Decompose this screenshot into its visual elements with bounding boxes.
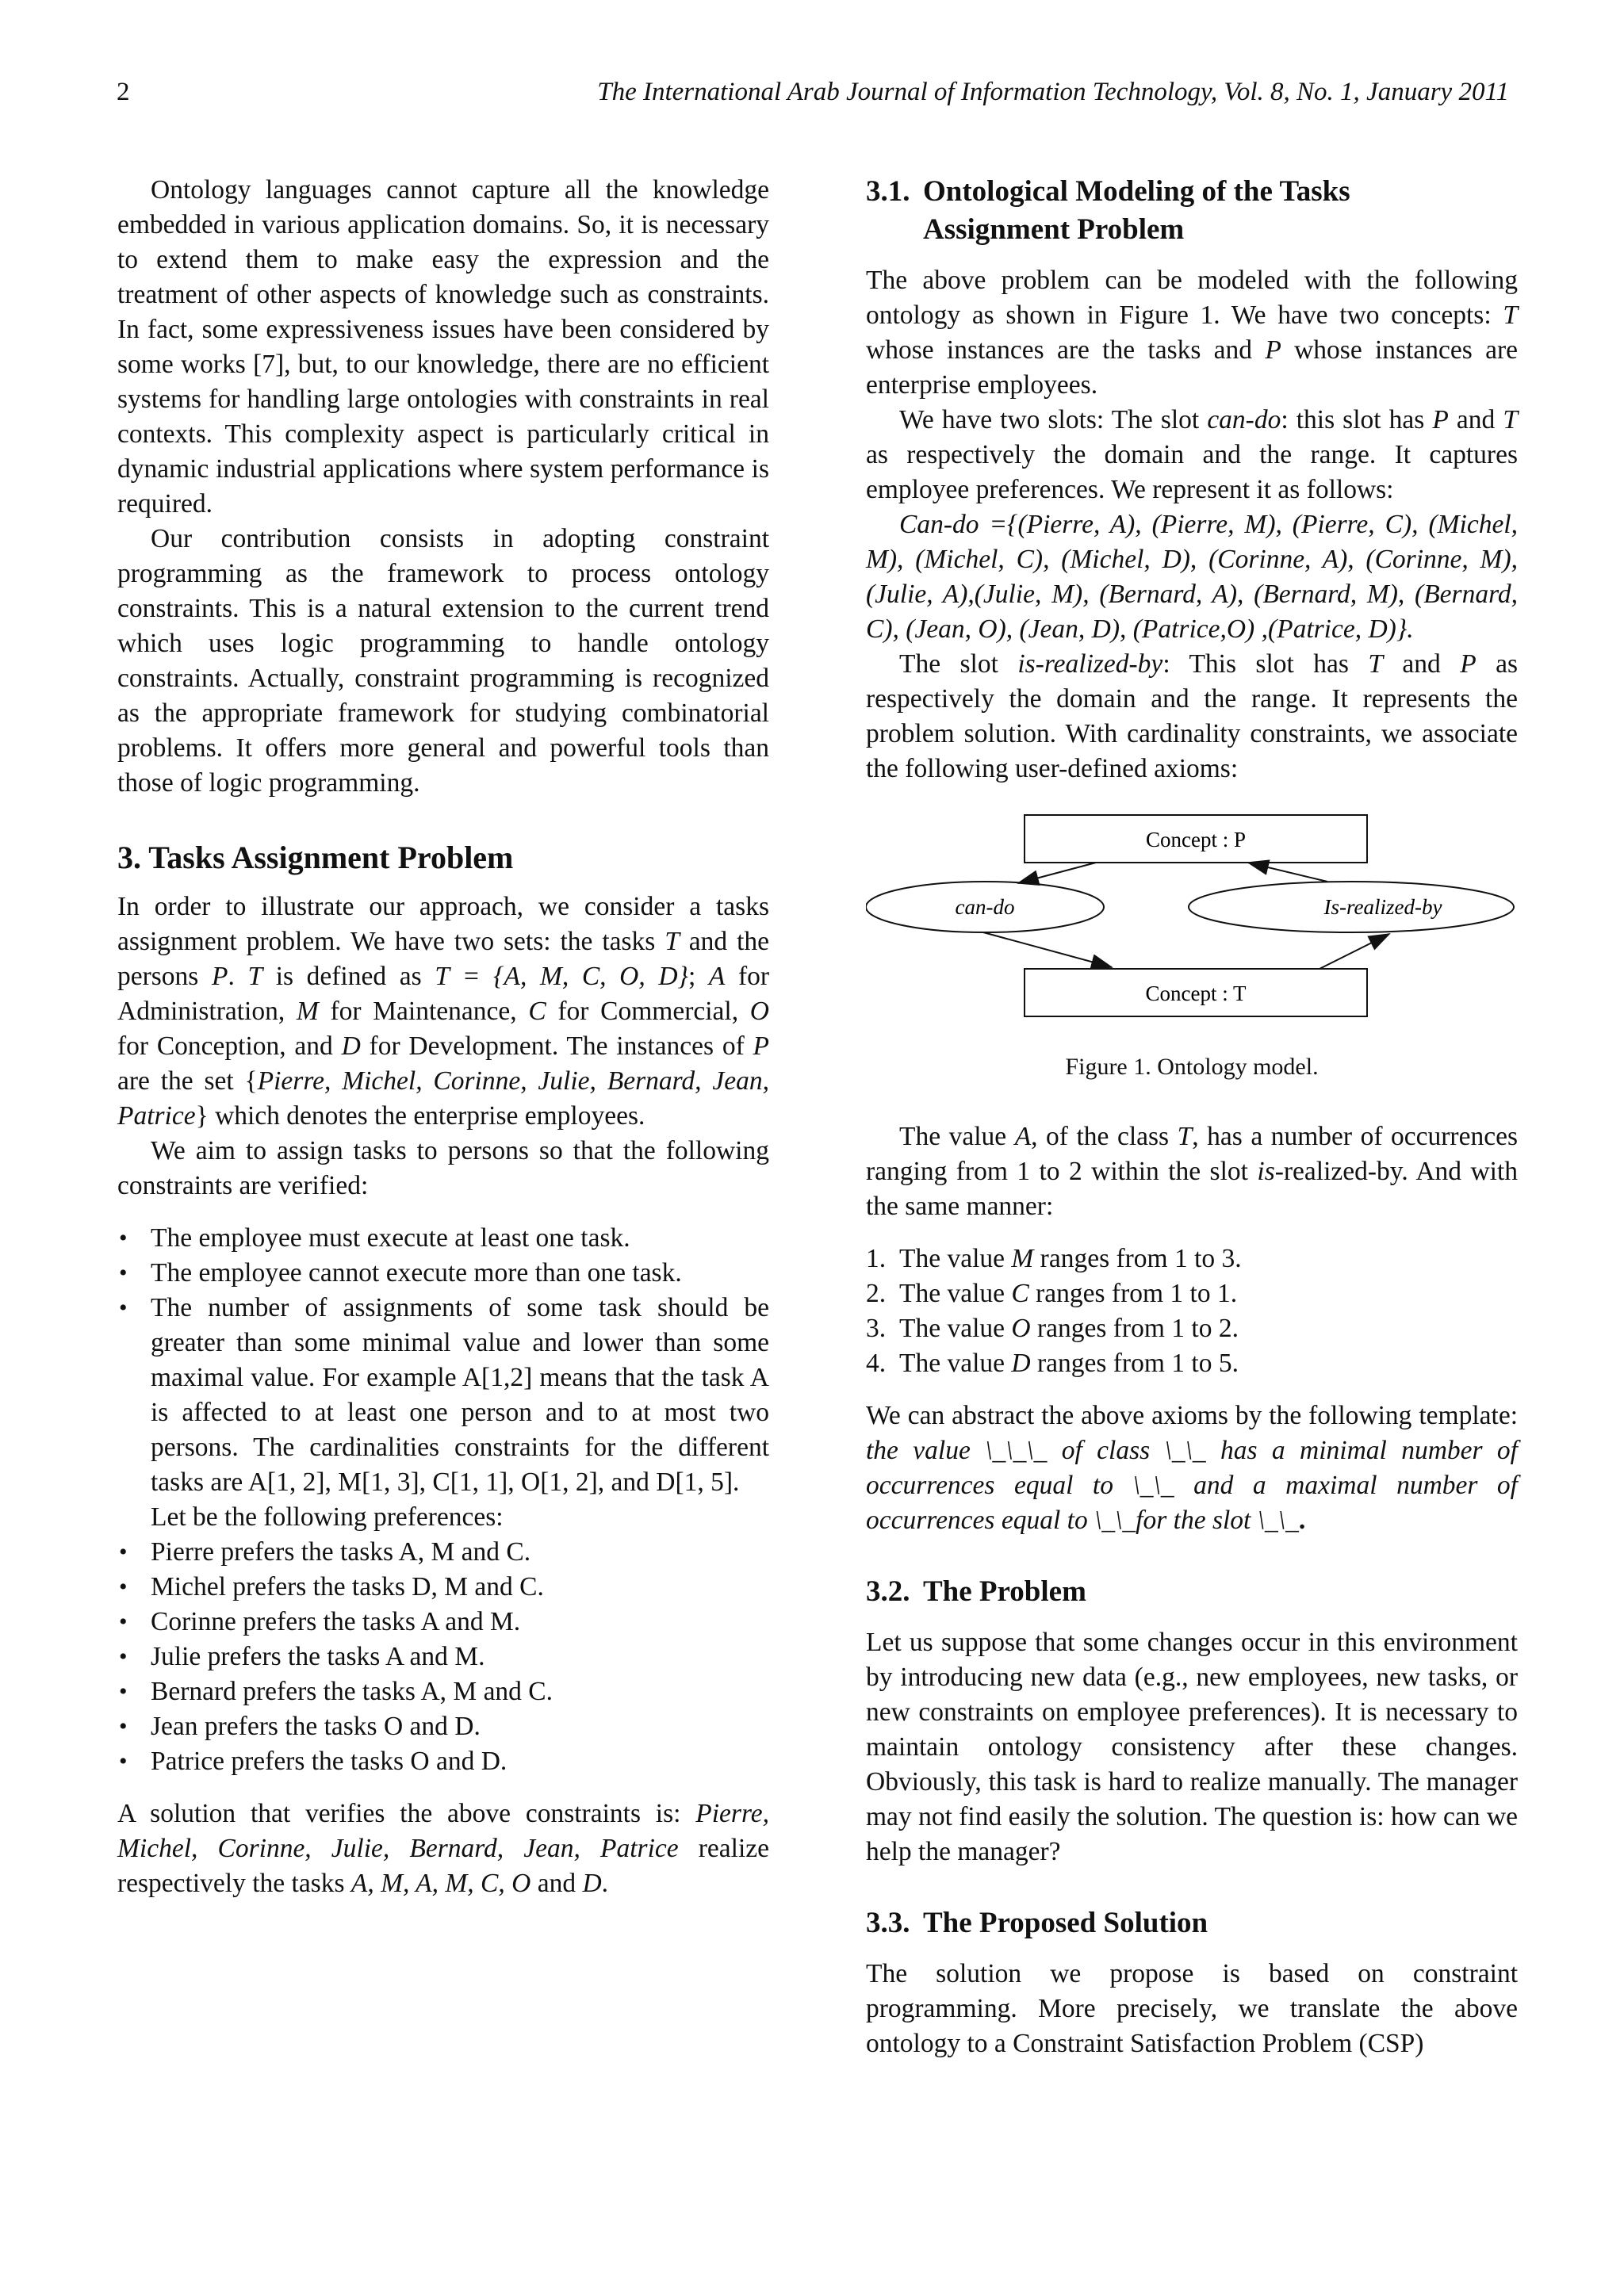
list-item: • Bernard prefers the tasks A, M and C.: [117, 1674, 769, 1709]
page-number: 2: [117, 78, 130, 106]
ranges-list: [866, 1242, 1518, 1381]
list-item: 2. The value C ranges from 1 to 1.: [866, 1279, 1238, 1308]
constraints-list: [117, 1221, 769, 1779]
section-3-3-heading: 3.3. The Proposed Solution: [866, 1907, 1208, 1939]
figure-caption: Figure 1. Ontology model.: [1065, 1054, 1319, 1080]
is-realized-by-label: Is-realized-by: [1323, 895, 1442, 919]
list-item: 3. The value O ranges from 1 to 2.: [866, 1314, 1239, 1343]
paragraph-problem: Let us suppose that some changes occur in this environment by introducing new data (e.g., new employees, new tasks, or new constraints on employee preferences). It is necessary to maintain ontology consistency after these changes. Obviously, this task is hard to realize manually. The manager may not find easily the solution. The question is: how can we help the manager?: [866, 1628, 1518, 1866]
preferences-intro: Let be the following preferences:: [151, 1502, 504, 1532]
paragraph-template: We can abstract the above axioms by the following template: the value \_\_\_ of class \_\_ has a minimal number of occurrences equal to \_\_ and a maximal number of occurrences equal to \_\_for the slot \_\_.: [866, 1401, 1518, 1535]
list-item: • The employee cannot execute more than one task.: [117, 1256, 769, 1291]
concept-t-label: Concept : T: [1145, 982, 1247, 1005]
paragraph-value-a: The value A, of the class T, has a number of occurrences ranging from 1 to 2 within the slot is-realized-by. And with the same manner:: [866, 1122, 1518, 1221]
list-item: • Patrice prefers the tasks O and D.: [117, 1744, 769, 1779]
paragraph-contribution: Our contribution consists in adopting constraint programming as the framework to process ontology constraints. This is a natural extension to the current trend which uses logic programming to handle ontology constraints. Actually, constraint programming is recognized as the appropriate framework for studying combinatorial problems. It offers more general and powerful tools than those of logic programming.: [117, 524, 769, 798]
section-3-2-heading: 3.2. The Problem: [866, 1575, 1086, 1608]
paragraph-slots: We have two slots: The slot can-do: this slot has P and T as respectively the domain and the range. It captures employee preferences. We represent it as follows:: [866, 405, 1518, 504]
section-3-heading: 3. Tasks Assignment Problem: [117, 840, 514, 875]
can-do-label: can-do: [955, 895, 1015, 919]
running-header: The International Arab Journal of Information Technology, Vol. 8, No. 1, January 2011: [597, 78, 1509, 106]
list-item: • The number of assignments of some task should be greater than some minimal value and lower than some maximal value. For example A[1,2] means that the task A is affected to at least one person and to at most two persons. The cardinalities constraints for the different tasks are A[1, 2], M[1, 3], C[1, 1], O[1, 2], and D[1, 5].: [117, 1291, 769, 1500]
arrow-p-to-cando: [1018, 863, 1096, 883]
list-item: • The employee must execute at least one task.: [117, 1221, 769, 1256]
paragraph-cando-set: Can-do ={(Pierre, A), (Pierre, M), (Pierre, C), (Michel, M), (Michel, C), (Michel, D), (Corinne, A), (Corinne, M), (Julie, A),(Julie, M), (Bernard, A), (Bernard, M), (Bernard, C), (Jean, O), (Jean, D), (Patrice,O) ,(Patrice, D)}.: [866, 510, 1518, 644]
paragraph-ontology-languages: Ontology languages cannot capture all the knowledge embedded in various application domains. So, it is necessary to extend them to make easy the expression and the treatment of other aspects of knowledge such as constraints. In fact, some expressiveness issues have been considered by some works [7], but, to our knowledge, there are no efficient systems for handling large ontologies with constraints in real contexts. This complexity aspect is particularly critical in dynamic industrial applications where system performance is required.: [117, 175, 769, 519]
left-column: [117, 173, 769, 1901]
ontology-diagram: [866, 809, 1518, 1047]
paragraph-proposed-solution: The solution we propose is based on constraint programming. More precisely, we translate the above ontology to a Constraint Satisfaction Problem (CSP): [866, 1959, 1518, 2058]
right-column: [866, 173, 1518, 2061]
paragraph-aim: We aim to assign tasks to persons so that the following constraints are verified:: [117, 1136, 769, 1200]
arrow-realized-to-p: [1248, 863, 1327, 882]
list-item: • Pierre prefers the tasks A, M and C.: [117, 1535, 769, 1570]
paragraph-modeling: The above problem can be modeled with the following ontology as shown in Figure 1. We have two concepts: T whose instances are the tasks and P whose instances are enterprise employees.: [866, 266, 1518, 400]
list-item: 1. The value M ranges from 1 to 3.: [866, 1244, 1242, 1273]
section-3-1-heading: 3.1. Ontological Modeling of the Tasks Assignment Problem: [866, 175, 1350, 246]
list-item: • Corinne prefers the tasks A and M.: [117, 1605, 769, 1640]
ontology-figure: [866, 809, 1518, 1047]
arrow-cando-to-t: [983, 932, 1112, 967]
arrow-t-to-realized: [1320, 934, 1389, 969]
concept-p-label: Concept : P: [1146, 828, 1246, 851]
paragraph-tasks-intro: In order to illustrate our approach, we consider a tasks assignment problem. We have two sets: the tasks T and the persons P. T is defined as T = {A, M, C, O, D}; A for Administration, M for Maintenance, C for Commercial, O for Conception, and D for Development. The instances of P are the set {Pierre, Michel, Corinne, Julie, Bernard, Jean, Patrice} which denotes the enterprise employees.: [117, 892, 770, 1131]
paragraph-is-realized-by: The slot is-realized-by: This slot has T and P as respectively the domain and the range. It represents the problem solution. With cardinality constraints, we associate the following user-defined axioms:: [866, 649, 1519, 783]
list-item: 4. The value D ranges from 1 to 5.: [866, 1349, 1239, 1378]
paragraph-solution: A solution that verifies the above constraints is: Pierre, Michel, Corinne, Julie, Bernard, Jean, Patrice realize respectively the tasks A, M, A, M, C, O and D.: [117, 1799, 770, 1898]
list-item: • Jean prefers the tasks O and D.: [117, 1709, 769, 1744]
list-item: • Julie prefers the tasks A and M.: [117, 1640, 769, 1674]
list-item: • Michel prefers the tasks D, M and C.: [117, 1570, 769, 1605]
